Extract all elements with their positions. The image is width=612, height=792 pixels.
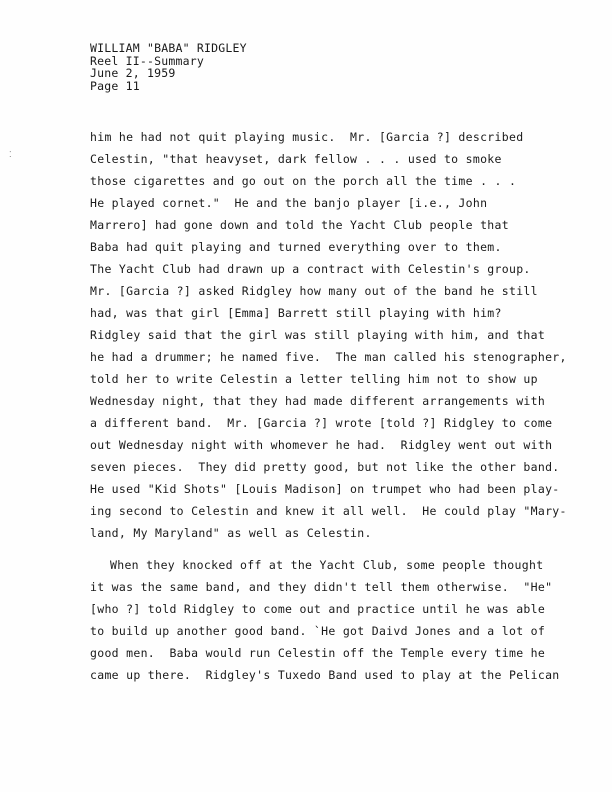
text-line: came up there. Ridgley's Tuxedo Band used to play at the Pelican: [90, 668, 560, 682]
paragraph-gap: [90, 544, 580, 554]
text-line: When they knocked off at the Yacht Club, some people thought: [110, 558, 544, 572]
text-line: those cigarettes and go out on the porch all the time . . .: [90, 174, 517, 188]
text-line: Celestin, "that heavyset, dark fellow . . . used to smoke: [90, 152, 502, 166]
body-text: [90, 126, 580, 686]
header-page: Page 11: [90, 78, 140, 93]
text-line: He played cornet." He and the banjo player [i.e., John: [90, 196, 488, 210]
text-line: out Wednesday night with whomever he had. Ridgley went out with: [90, 438, 553, 452]
header-date: June 2, 1959: [90, 66, 176, 80]
margin-mark: ⁚: [9, 150, 12, 159]
text-line: [who ?] told Ridgley to come out and practice until he was able: [90, 602, 546, 616]
text-line: it was the same band, and they didn't tell them otherwise. "He": [90, 580, 553, 594]
text-line: a different band. Mr. [Garcia ?] wrote [told ?] Ridgley to come: [90, 416, 553, 430]
text-line: Marrero] had gone down and told the Yacht Club people that: [90, 218, 509, 232]
text-line: seven pieces. They did pretty good, but not like the other band.: [90, 460, 560, 474]
text-line: him he had not quit playing music. Mr. [Garcia ?] described: [90, 130, 524, 144]
text-line: told her to write Celestin a letter telling him not to show up: [90, 372, 538, 386]
text-line: The Yacht Club had drawn up a contract with Celestin's group.: [90, 262, 531, 276]
text-line: Mr. [Garcia ?] asked Ridgley how many out of the band he still: [90, 284, 538, 298]
paragraph-1: [90, 126, 580, 544]
text-line: good men. Baba would run Celestin off the Temple every time he: [90, 646, 546, 660]
header-name: WILLIAM "BABA" RIDGLEY: [90, 41, 247, 55]
text-line: land, My Maryland" as well as Celestin.: [90, 526, 372, 540]
text-line: He used "Kid Shots" [Louis Madison] on trumpet who had been play-: [90, 482, 560, 496]
text-line: to build up another good band. `He got Daivd Jones and a lot of: [90, 624, 546, 638]
text-line: Baba had quit playing and turned everything over to them.: [90, 240, 502, 254]
text-line: ing second to Celestin and knew it all well. He could play "Mary-: [90, 504, 567, 518]
text-line: Ridgley said that the girl was still playing with him, and that: [90, 328, 546, 342]
text-line: Wednesday night, that they had made different arrangements with: [90, 394, 546, 408]
document-header: [90, 42, 247, 92]
text-line: he had a drummer; he named five. The man called his stenographer,: [90, 350, 567, 364]
header-reel: Reel II--Summary: [90, 53, 204, 68]
text-line: had, was that girl [Emma] Barrett still playing with him?: [90, 306, 502, 320]
paragraph-2: [90, 554, 580, 686]
